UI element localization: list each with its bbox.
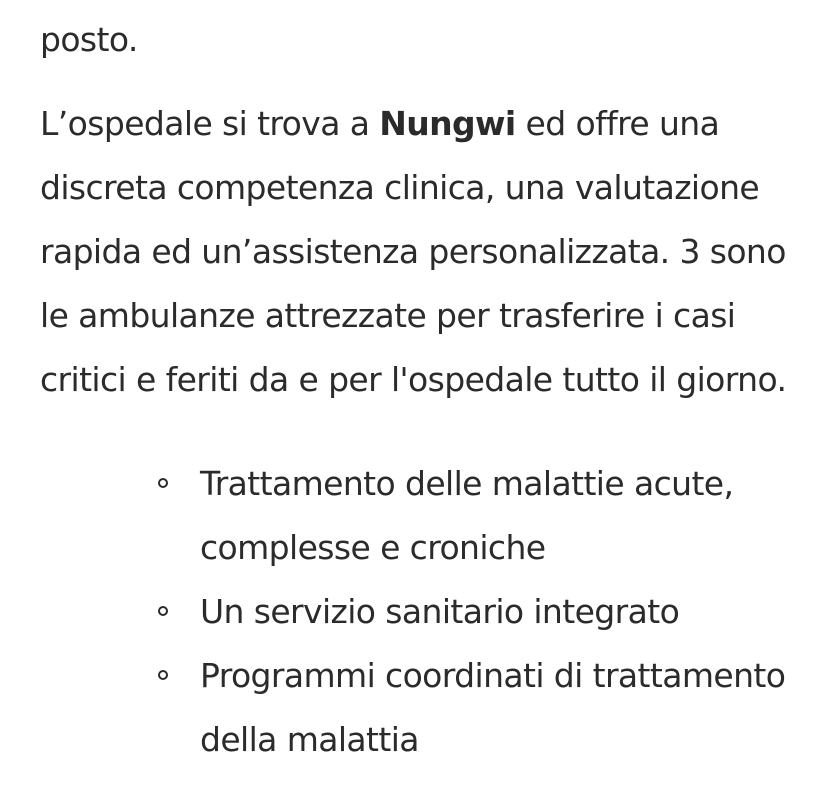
circle-bullet-icon — [158, 606, 168, 616]
circle-bullet-icon — [158, 478, 168, 488]
hospital-description-paragraph — [40, 92, 800, 412]
list-item-text: Programmi coordinati di trattamento della malattia — [200, 656, 786, 759]
paragraph-fragment: posto. — [40, 20, 138, 59]
location-name-bold: Nungwi — [379, 104, 516, 143]
list-item — [200, 580, 800, 644]
list-item-text: Un servizio sanitario integrato — [200, 592, 680, 631]
paragraph-text-start: L’ospedale si trova a — [40, 104, 380, 143]
circle-bullet-icon — [158, 670, 168, 680]
list-item — [200, 644, 800, 772]
list-item-text: Trattamento delle malattie acute, complesse e croniche — [200, 464, 734, 567]
article-body — [40, 8, 800, 772]
paragraph-text-end: ed offre una discreta competenza clinica, una valutazione rapida ed un’assistenza personalizzata. 3 sono le ambulanze attrezzate per trasferire i casi critici e feriti da e per l'ospedale tutto il giorno. — [40, 104, 787, 399]
list-item — [200, 452, 800, 580]
services-list — [40, 452, 800, 772]
